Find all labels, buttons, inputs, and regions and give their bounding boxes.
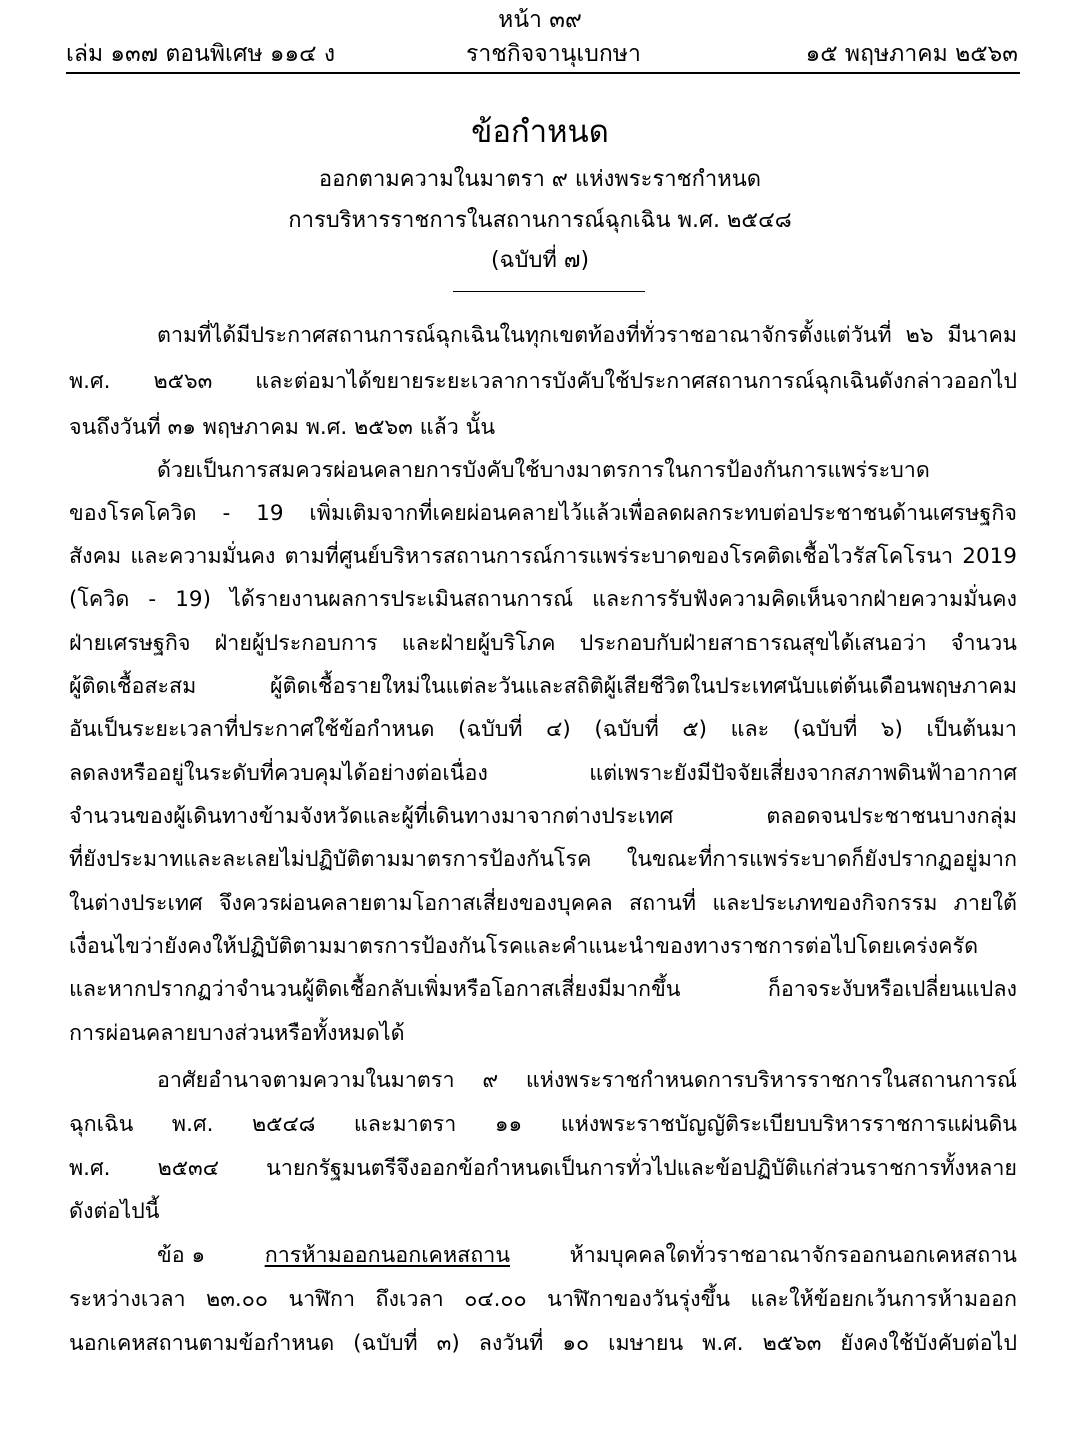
paragraph-line: ของโรคโควิด - 19 เพิ่มเติมจากที่เคยผ่อนคลายไว้แล้วเพื่อลดผลกระทบต่อประชาชนด้านเศรษฐกิจ — [69, 501, 1017, 526]
clause-heading: การห้ามออกนอกเคหสถาน — [264, 1243, 511, 1268]
paragraph-line: ตามที่ได้มีประกาศสถานการณ์ฉุกเฉินในทุกเขตท้องที่ทั่วราชอาณาจักรตั้งแต่วันที่ ๒๖ มีนาคม — [157, 323, 1017, 348]
paragraph-line: นอกเคหสถานตามข้อกำหนด (ฉบับที่ ๓) ลงวันที่ ๑๐ เมษายน พ.ศ. ๒๕๖๓ ยังคงใช้บังคับต่อไป — [69, 1331, 1017, 1356]
paragraph-line: ระหว่างเวลา ๒๓.๐๐ นาฬิกา ถึงเวลา ๐๔.๐๐ นาฬิกาของวันรุ่งขึ้น และให้ข้อยกเว้นการห้ามออก — [69, 1287, 1017, 1312]
gazette-header — [66, 36, 1018, 70]
paragraph-line: สังคม และความมั่นคง ตามที่ศูนย์บริหารสถานการณ์การแพร่ระบาดของโรคติดเชื้อไวรัสโคโรนา 2019 — [69, 544, 1017, 569]
paragraph-line: อาศัยอำนาจตามความในมาตรา ๙ แห่งพระราชกำหนดการบริหารราชการในสถานการณ์ — [157, 1068, 1017, 1093]
clause-text: ห้ามบุคคลใดทั่วราชอาณาจักรออกนอกเคหสถาน — [569, 1243, 1017, 1268]
paragraph-line: ฉุกเฉิน พ.ศ. ๒๕๔๘ และมาตรา ๑๑ แห่งพระราชบัญญัติระเบียบบริหารราชการแผ่นดิน — [69, 1112, 1017, 1137]
paragraph-line: (โควิด - 19) ได้รายงานผลการประเมินสถานการณ์ และการรับฟังความคิดเห็นจากฝ่ายความมั่นคง — [69, 587, 1017, 612]
page-number: หน้า ๓๙ — [498, 7, 582, 33]
paragraph-line: ฝ่ายเศรษฐกิจ ฝ่ายผู้ประกอบการ และฝ่ายผู้บริโภค ประกอบกับฝ่ายสาธารณสุขได้เสนอว่า จำนวน — [69, 631, 1017, 656]
paragraph-line: จนถึงวันที่ ๓๑ พฤษภาคม พ.ศ. ๒๕๖๓ แล้ว นั้น — [69, 415, 496, 440]
paragraph-line: และหากปรากฏว่าจำนวนผู้ติดเชื้อกลับเพิ่มหรือโอกาสเสี่ยงมีมากขึ้น ก็อาจระงับหรือเปลี่ยนแปลง — [69, 977, 1017, 1002]
clause-number: ข้อ ๑ — [157, 1243, 206, 1268]
paragraph-line: อันเป็นระยะเวลาที่ประกาศใช้ข้อกำหนด (ฉบับที่ ๔) (ฉบับที่ ๕) และ (ฉบับที่ ๖) เป็นต้นมา — [69, 717, 1017, 742]
document-subtitle: ออกตามความในมาตรา ๙ แห่งพระราชกำหนด — [318, 167, 762, 192]
gazette-name: ราชกิจจานุเบกษา — [466, 41, 641, 67]
paragraph-line: พ.ศ. ๒๕๖๓ และต่อมาได้ขยายระยะเวลาการบังคับใช้ประกาศสถานการณ์ฉุกเฉินดังกล่าวออกไป — [69, 369, 1017, 394]
paragraph-line: ด้วยเป็นการสมควรผ่อนคลายการบังคับใช้บางมาตรการในการป้องกันการแพร่ระบาด — [157, 458, 930, 483]
paragraph-line: ที่ยังประมาทและละเลยไม่ปฏิบัติตามมาตรการป้องกันโรค ในขณะที่การแพร่ระบาดก็ยังปรากฏอยู่มาก — [69, 847, 1017, 872]
paragraph-line: จำนวนของผู้เดินทางข้ามจังหวัดและผู้ที่เดินทางมาจากต่างประเทศ ตลอดจนประชาชนบางกลุ่ม — [69, 804, 1017, 829]
document-edition: (ฉบับที่ ๗) — [490, 248, 590, 273]
paragraph-line: ลดลงหรืออยู่ในระดับที่ควบคุมได้อย่างต่อเนื่อง แต่เพราะยังมีปัจจัยเสี่ยงจากสภาพดินฟ้าอากาศ — [69, 761, 1017, 786]
paragraph-line: ดังต่อไปนี้ — [69, 1199, 160, 1224]
paragraph-line: เงื่อนไขว่ายังคงให้ปฏิบัติตามมาตรการป้องกันโรคและคำแนะนำของทางราชการต่อไปโดยเคร่งครัด — [69, 934, 979, 959]
paragraph-line: ผู้ติดเชื้อสะสม ผู้ติดเชื้อรายใหม่ในแต่ละวันและสถิติผู้เสียชีวิตในประเทศนับแต่ต้นเดือนพฤษภาคม — [69, 674, 1017, 699]
title-divider — [453, 291, 645, 292]
publication-date: ๑๕ พฤษภาคม ๒๕๖๓ — [805, 41, 1018, 67]
volume-issue: เล่ม ๑๓๗ ตอนพิเศษ ๑๑๔ ง — [66, 41, 336, 67]
paragraph-line: ในต่างประเทศ จึงควรผ่อนคลายตามโอกาสเสี่ยงของบุคคล สถานที่ และประเภทของกิจกรรม ภายใต้ — [69, 891, 1017, 916]
document-subtitle: การบริหารราชการในสถานการณ์ฉุกเฉิน พ.ศ. ๒๕๔๘ — [288, 208, 792, 233]
paragraph-line: พ.ศ. ๒๕๓๔ นายกรัฐมนตรีจึงออกข้อกำหนดเป็นการทั่วไปและข้อปฏิบัติแก่ส่วนราชการทั้งหลาย — [69, 1156, 1017, 1181]
document-title: ข้อกำหนด — [471, 114, 609, 150]
clause-1-first-line — [157, 1238, 1017, 1272]
paragraph-line: การผ่อนคลายบางส่วนหรือทั้งหมดได้ — [69, 1021, 405, 1046]
header-divider — [66, 72, 1020, 74]
